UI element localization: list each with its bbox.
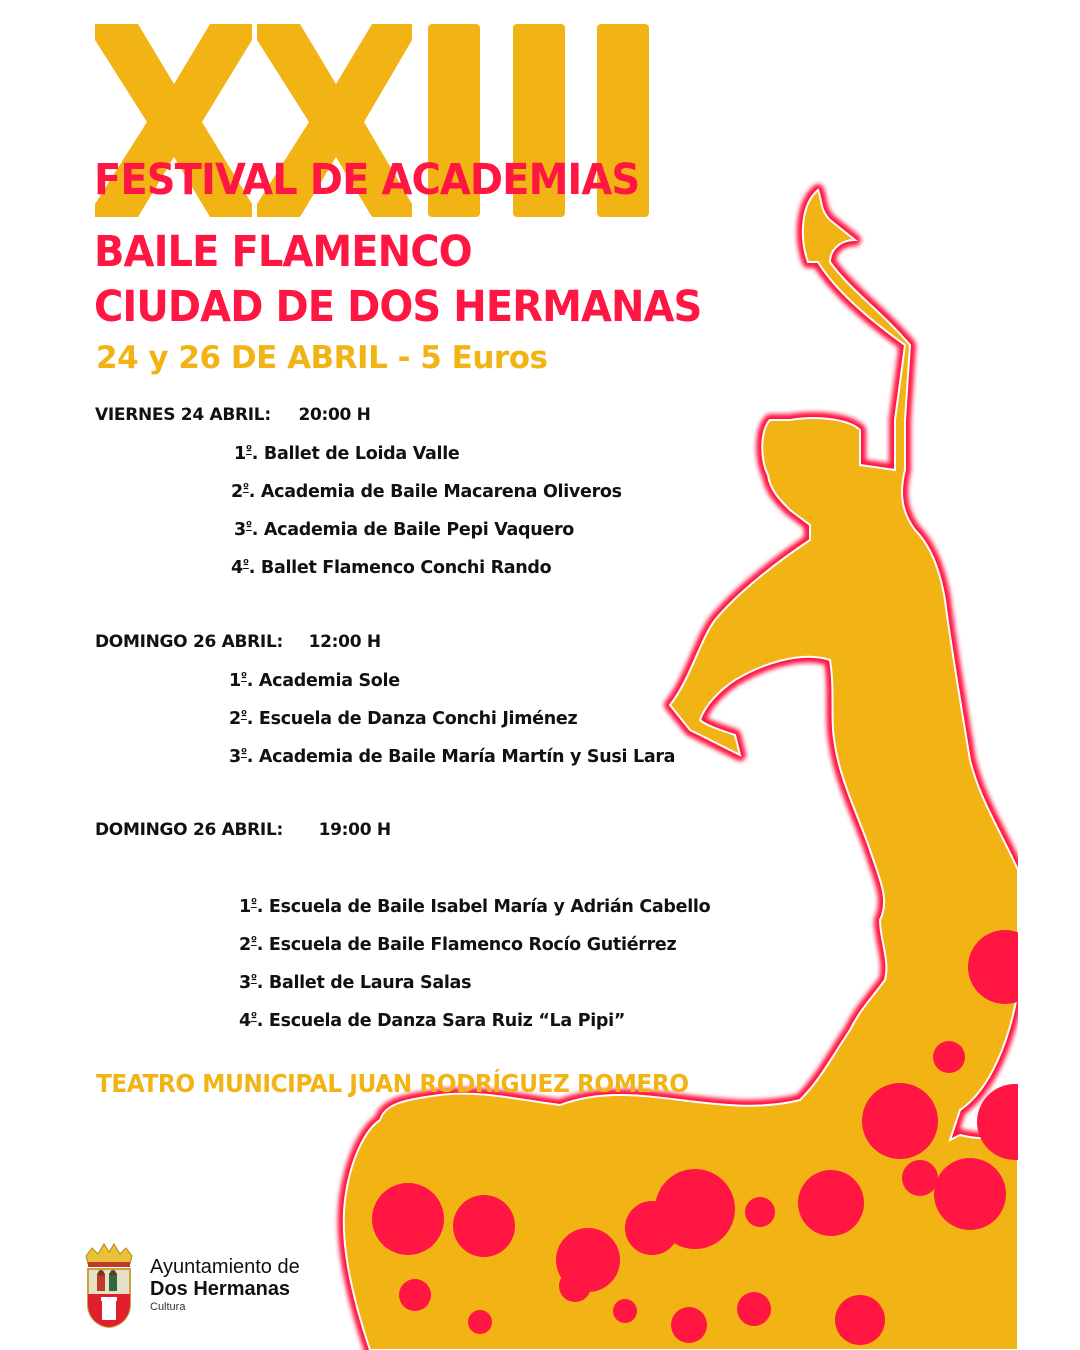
list-item: $3^º$. Academia de Baile María Martín y Susi Lara xyxy=(229,746,676,767)
list-item: $3^º$. Ballet de Laura Salas xyxy=(239,972,472,993)
list-item: $1^º$. Ballet de Loida Valle xyxy=(234,443,460,464)
list-item: $2^º$. Escuela de Danza Conchi Jiménez xyxy=(229,708,578,729)
list-item: $1^º$. Academia Sole xyxy=(229,670,400,691)
coat-of-arms-icon xyxy=(82,1242,136,1328)
subtitle-city: CIUDAD DE DOS HERMANAS xyxy=(94,282,702,332)
list-item: $1^º$. Escuela de Baile Isabel María y Adrián Cabello xyxy=(239,896,711,917)
schedule-heading-sunday-evening xyxy=(95,820,391,840)
schedule-heading-sunday-noon xyxy=(95,632,381,652)
list-item: $4^º$. Ballet Flamenco Conchi Rando xyxy=(231,557,552,578)
logo-line-cultura: Cultura xyxy=(150,1301,186,1313)
schedule-day: DOMINGO 26 ABRIL: xyxy=(95,820,283,840)
logo-line-dos-hermanas: Dos Hermanas xyxy=(150,1278,291,1300)
list-item: $3^º$. Academia de Baile Pepi Vaquero xyxy=(234,519,575,540)
list-item: $4^º$. Escuela de Danza Sara Ruiz “La Pipi” xyxy=(239,1010,626,1031)
schedule-time: 20:00 H xyxy=(298,405,371,425)
date-and-price: 24 y 26 DE ABRIL - 5 Euros xyxy=(96,340,548,376)
ayuntamiento-logo xyxy=(82,1242,300,1328)
schedule-time: 12:00 H xyxy=(308,632,381,652)
schedule-day: VIERNES 24 ABRIL: xyxy=(95,405,271,425)
list-item: $2^º$. Academia de Baile Macarena Oliveros xyxy=(231,481,622,502)
schedule-time: 19:00 H xyxy=(318,820,391,840)
subtitle-baile-flamenco: BAILE FLAMENCO xyxy=(94,227,472,277)
list-item: $2^º$. Escuela de Baile Flamenco Rocío Gutiérrez xyxy=(239,934,677,955)
festival-title: FESTIVAL DE ACADEMIAS xyxy=(94,155,640,205)
logo-line-ayuntamiento: Ayuntamiento de xyxy=(150,1256,300,1278)
schedule-heading-friday xyxy=(95,405,371,425)
venue-name: TEATRO MUNICIPAL JUAN RODRÍGUEZ ROMERO xyxy=(96,1069,689,1098)
schedule-day: DOMINGO 26 ABRIL: xyxy=(95,632,283,652)
